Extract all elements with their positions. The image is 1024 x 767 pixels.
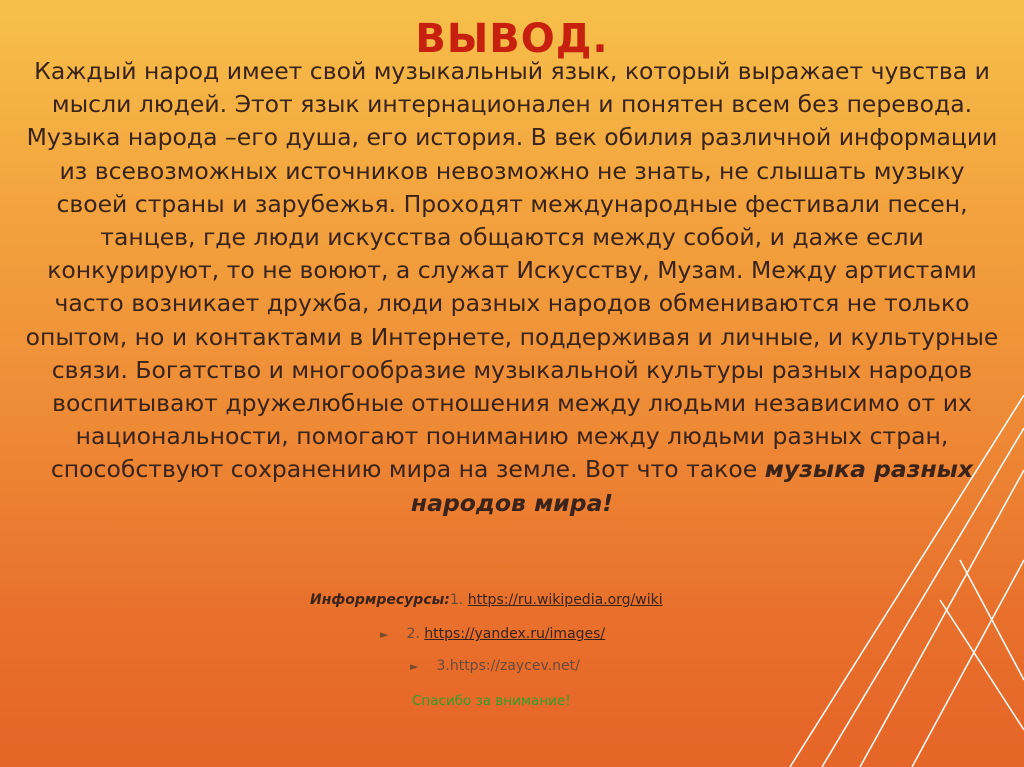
resource-2-link[interactable]: https://yandex.ru/images/ [424, 626, 606, 642]
resource-line-3 [410, 658, 580, 674]
conclusion-text: Каждый народ имеет свой музыкальный язык, который выражает чувства и мысли людей. Этот язык интернационален и понятен всем без перевода. Музыка народа –его душа, его история. В век обилия различной информации из всевозможных источников невозможно не знать, не слышать музыку своей страны и зарубежья. Проходят международные фестивали песен, танцев, где люди искусства общаются между собой, и даже если конкурируют, то не воюют, а служат Искусству, Музам. Между артистами часто возникает дружба, люди разных народов обмениваются не только опытом, но и контактами в Интернете, поддерживая и личные, и культурные связи. Богатство и многообразие музыкальной культуры разных народов воспитывают дружелюбные отношения между людьми независимо от их национальности, помогают пониманию между людьми разных стран, способствуют сохранению мира на земле. Вот что такое [25, 57, 999, 484]
resources-label: Информресурсы: [310, 592, 450, 608]
resource-1-link[interactable]: https://ru.wikipedia.org/wiki [467, 592, 663, 608]
resource-line-1 [310, 592, 663, 608]
resource-line-2 [380, 626, 605, 642]
resource-2-number: 2. [406, 626, 425, 642]
resource-1-number: 1. [449, 592, 468, 608]
thanks-text: Спасибо за внимание! [412, 693, 571, 709]
resource-3-text: 3.https://zaycev.net/ [436, 658, 580, 674]
bullet-arrow-icon: ► [410, 660, 419, 673]
conclusion-emphasis: музыка разных народов мира! [410, 455, 974, 517]
conclusion-paragraph [22, 55, 1002, 520]
bullet-arrow-icon: ► [380, 628, 389, 641]
slide-title: ВЫВОД. [415, 16, 609, 62]
